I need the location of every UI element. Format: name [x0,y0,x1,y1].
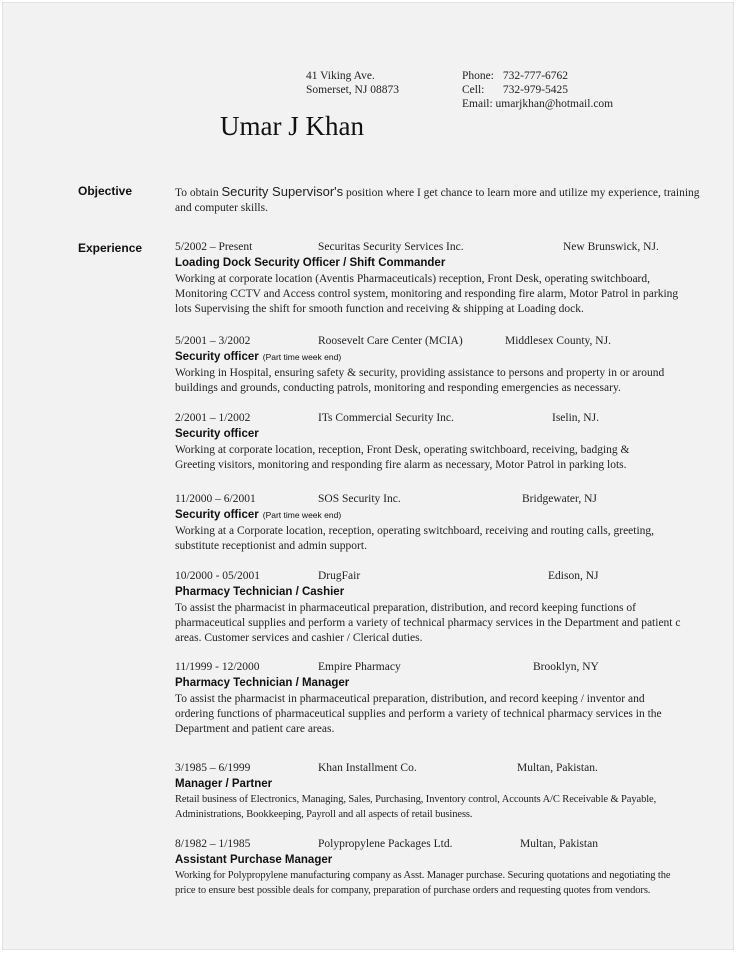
job-title-line [175,676,715,691]
job-title: Assistant Purchase Manager [175,854,333,866]
email-label: Email: [462,98,493,110]
phone-label: Phone: [462,70,494,82]
job-entry [175,660,715,737]
experience-heading: Experience [78,241,143,255]
job-title: Security officer [175,509,259,521]
job-entry [175,334,715,396]
job-description: Working at a Corporate location, reception, operating switchboard, receiving and routing calls, greeting, substitute receptionist and admin support. [175,525,655,552]
job-meta [175,569,715,584]
objective-pre: To obtain [175,187,222,199]
job-title-line [175,256,715,271]
job-entry [175,761,715,822]
job-location: Iselin, NJ. [552,412,599,424]
job-location: Bridgewater, NJ [522,493,597,505]
job-dates: 5/2001 – 3/2002 [175,335,251,347]
job-dates: 8/1982 – 1/1985 [175,838,251,850]
job-dates: 11/1999 - 12/2000 [175,661,260,673]
job-company: Polypropylene Packages Ltd. [318,838,453,850]
job-description: Working for Polypropylene manufacturing company as Asst. Manager purchase. Securing quotations and negotiating the price to ensure best possible deals for company, preparation of purchase orders and requesting quotes from vendors. [175,870,671,896]
job-title-line [175,427,715,442]
job-entry [175,411,715,473]
job-description: Working in Hospital, ensuring safety & security, providing assistance to persons and property in or around buildings and grounds, conducting patrols, monitoring and responding emergencies as necessary. [175,367,665,394]
job-company: Securitas Security Services Inc. [318,241,464,253]
candidate-name: Umar J Khan [220,111,364,141]
job-dates: 3/1985 – 6/1999 [175,762,251,774]
job-title: Loading Dock Security Officer / Shift Commander [175,257,446,269]
job-meta [175,411,715,426]
job-title-line [175,853,715,868]
cell-row [462,83,613,97]
job-company: DrugFair [318,570,361,582]
job-company: Roosevelt Care Center (MCIA) [318,335,463,347]
job-title-line [175,777,715,792]
address-line-1: 41 Viking Ave. [306,70,375,82]
job-description: To assist the pharmacist in pharmaceutical preparation, distribution, and record keeping / inventor and ordering functions of pharmaceutical supplies and perform a variety of technical pharmacy services in the Department and patient care areas. [175,693,662,735]
job-title-line [175,508,715,523]
job-location: Multan, Pakistan [520,838,598,850]
job-title-line [175,585,715,600]
address-line-2: Somerset, NJ 08873 [306,84,399,96]
job-title: Pharmacy Technician / Cashier [175,586,345,598]
job-location: Edison, NJ [548,570,599,582]
job-title: Security officer [175,351,259,363]
job-location: New Brunswick, NJ. [563,241,659,253]
job-entry [175,837,715,898]
cell-label: Cell: [462,84,485,96]
job-entry [175,240,715,317]
job-meta [175,837,715,852]
job-company: Khan Installment Co. [318,762,417,774]
job-title-line [175,350,715,365]
address-block [306,69,399,97]
job-description: Working at corporate location (Aventis Pharmaceuticals) reception, Front Desk, operating switchboard, Monitoring CCTV and Access control system, monitoring and responding fire alarm, Motor Patrol in parking lots Supervising the shift for smooth function and receiving & shipping at Loading dock. [175,273,679,315]
resume-page [2,2,734,950]
job-company: SOS Security Inc. [318,493,401,505]
job-description: Retail business of Electronics, Managing, Sales, Purchasing, Inventory control, Accounts A/C Receivable & Payable, Administrations, Bookkeeping, Payroll and all aspects of retail business. [175,794,657,820]
job-dates: 10/2000 - 05/2001 [175,570,260,582]
job-entry [175,492,715,554]
job-location: Brooklyn, NY [533,661,599,673]
job-meta [175,660,715,675]
objective-text [175,184,715,216]
job-dates: 2/2001 – 1/2002 [175,412,251,424]
contact-block [462,69,613,111]
job-title: Security officer [175,428,259,440]
job-dates: 11/2000 – 6/2001 [175,493,256,505]
job-note: (Part time week end) [262,510,342,520]
job-meta [175,334,715,349]
objective-heading: Objective [78,184,133,198]
job-description: Working at corporate location, reception, Front Desk, operating switchboard, receiving, badging & Greeting visitors, monitoring and responding fire alarm as necessary, Motor Patrol in parking lots. [175,444,630,471]
job-note: (Part time week end) [262,352,342,362]
job-company: Empire Pharmacy [318,661,401,673]
job-meta [175,240,715,255]
email-row [462,97,613,111]
job-company: ITs Commercial Security Inc. [318,412,454,424]
phone-row [462,69,613,83]
objective-highlight: Security Supervisor's [221,184,344,199]
job-entry [175,569,715,646]
email-value[interactable]: umarjkhan@hotmail.com [495,98,614,110]
job-title: Manager / Partner [175,778,273,790]
job-location: Middlesex County, NJ. [505,335,611,347]
job-title: Pharmacy Technician / Manager [175,677,350,689]
phone-value: 732-777-6762 [502,70,569,82]
job-meta [175,492,715,507]
job-meta [175,761,715,776]
cell-value: 732-979-5425 [502,84,569,96]
job-location: Multan, Pakistan. [517,762,598,774]
objective-post: position where I get chance to learn more and utilize my experience, training and computer skills. [175,187,700,214]
job-description: To assist the pharmacist in pharmaceutical preparation, distribution, and record keeping functions of pharmaceutical supplies and perform a variety of technical pharmacy services in the Department and patient c areas. Customer services and cashier / Clerical duties. [175,602,681,644]
job-dates: 5/2002 – Present [175,241,253,253]
